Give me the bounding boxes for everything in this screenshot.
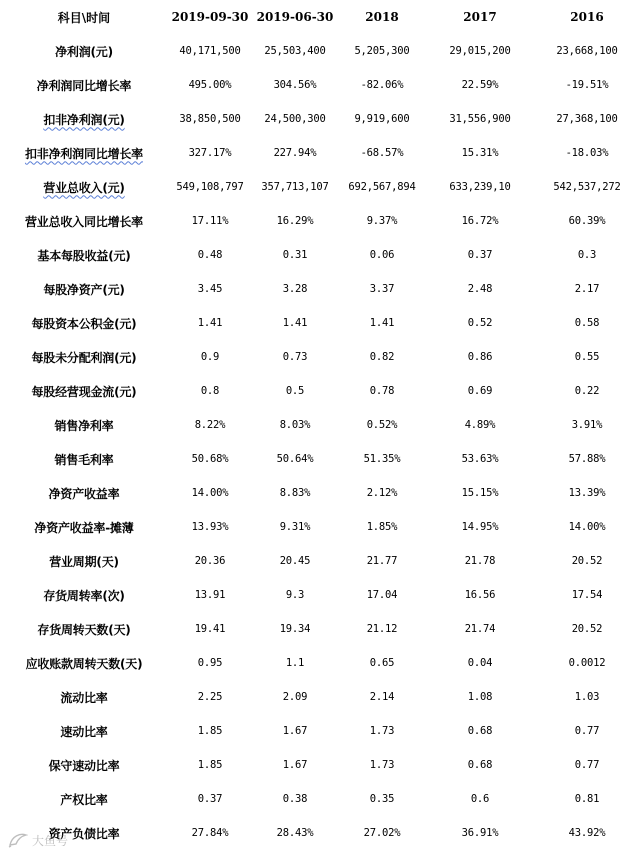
value-cell: 1.41 — [197, 317, 223, 329]
value-cell: 0.04 — [467, 657, 493, 669]
value-cell: 9.3 — [285, 589, 305, 601]
value-cell: 14.95% — [461, 521, 499, 533]
table-row — [0, 306, 640, 340]
value-cell: 3.37 — [369, 283, 395, 295]
value-cell: 1.67 — [282, 759, 308, 771]
value-cell: 4.89% — [464, 419, 496, 431]
value-cell: 0.95 — [197, 657, 223, 669]
header-period-cell: 2018 — [365, 10, 399, 24]
value-cell: 0.6 — [470, 793, 490, 805]
value-cell: 60.39% — [568, 215, 606, 227]
row-label-cell — [0, 680, 168, 714]
table-row — [0, 646, 640, 680]
row-label: 净利润同比增长率 — [36, 78, 132, 93]
value-cell: 23,668,100 — [556, 45, 618, 57]
value-cell: 36.91% — [461, 827, 499, 839]
value-cell: 38,850,500 — [179, 113, 241, 125]
value-cell: 9.37% — [366, 215, 398, 227]
value-cell: 43.92% — [568, 827, 606, 839]
value-cell: 57.88% — [568, 453, 606, 465]
row-label: 流动比率 — [60, 690, 108, 705]
value-cell: 0.3 — [577, 249, 597, 261]
value-cell: 0.0012 — [568, 657, 606, 669]
row-label: 净资产收益率 — [48, 486, 120, 501]
value-cell: 633,239,10 — [449, 181, 511, 193]
value-cell: 2.14 — [369, 691, 395, 703]
value-cell: 1.41 — [282, 317, 308, 329]
value-cell: 1.67 — [282, 725, 308, 737]
value-cell: 19.41 — [194, 623, 226, 635]
row-label: 扣非净利润(元) — [43, 112, 125, 127]
table-row — [0, 748, 640, 782]
value-cell: 1.85 — [197, 725, 223, 737]
table-row — [0, 544, 640, 578]
value-cell: 542,537,272 — [553, 181, 621, 193]
value-cell: 495.00% — [188, 79, 232, 91]
value-cell: 0.73 — [282, 351, 308, 363]
value-cell: 1.73 — [369, 725, 395, 737]
row-label-cell — [0, 578, 168, 612]
table-row — [0, 68, 640, 102]
row-label: 营业总收入同比增长率 — [24, 214, 143, 229]
value-cell: 3.91% — [571, 419, 603, 431]
value-cell: 24,500,300 — [264, 113, 326, 125]
row-label: 每股经营现金流(元) — [31, 384, 137, 399]
row-label-cell — [0, 238, 168, 272]
row-label: 产权比率 — [60, 792, 108, 807]
header-period-cell: 2017 — [463, 10, 497, 24]
table-row — [0, 612, 640, 646]
table-body — [0, 34, 640, 850]
row-label-cell — [0, 748, 168, 782]
value-cell: -19.51% — [565, 79, 609, 91]
value-cell: -82.06% — [360, 79, 404, 91]
header-period-cell: 2019-09-30 — [171, 10, 249, 24]
table-row — [0, 204, 640, 238]
table-row — [0, 374, 640, 408]
row-label-cell — [0, 136, 168, 170]
row-label: 营业周期(天) — [49, 554, 119, 569]
value-cell: 50.68% — [191, 453, 229, 465]
row-label-cell — [0, 170, 168, 204]
value-cell: -18.03% — [565, 147, 609, 159]
row-label-cell — [0, 68, 168, 102]
row-label: 每股净资产(元) — [43, 282, 125, 297]
row-label: 净利润(元) — [55, 44, 113, 59]
value-cell: 0.06 — [369, 249, 395, 261]
row-label: 销售净利率 — [54, 418, 114, 433]
row-label-cell — [0, 306, 168, 340]
value-cell: 15.15% — [461, 487, 499, 499]
value-cell: 357,713,107 — [261, 181, 329, 193]
row-label: 存货周转率(次) — [43, 588, 125, 603]
table-row — [0, 238, 640, 272]
header-label-cell: 科目\时间 — [57, 10, 111, 25]
value-cell: 2.12% — [366, 487, 398, 499]
value-cell: 21.77 — [366, 555, 398, 567]
value-cell: 16.72% — [461, 215, 499, 227]
value-cell: 16.29% — [276, 215, 314, 227]
value-cell: 0.65 — [369, 657, 395, 669]
value-cell: 9.31% — [279, 521, 311, 533]
row-label-cell — [0, 714, 168, 748]
value-cell: 27.84% — [191, 827, 229, 839]
value-cell: 50.64% — [276, 453, 314, 465]
value-cell: 327.17% — [188, 147, 232, 159]
row-label-cell — [0, 782, 168, 816]
value-cell: 2.17 — [574, 283, 600, 295]
value-cell: 0.78 — [369, 385, 395, 397]
row-label-cell — [0, 102, 168, 136]
value-cell: 0.68 — [467, 725, 493, 737]
header-period-cell: 2016 — [570, 10, 604, 24]
value-cell: 20.52 — [571, 555, 603, 567]
value-cell: 0.77 — [574, 725, 600, 737]
value-cell: 20.52 — [571, 623, 603, 635]
value-cell: 15.31% — [461, 147, 499, 159]
table-row — [0, 170, 640, 204]
value-cell: 1.85 — [197, 759, 223, 771]
value-cell: 1.85% — [366, 521, 398, 533]
value-cell: 1.73 — [369, 759, 395, 771]
value-cell: 27,368,100 — [556, 113, 618, 125]
value-cell: 53.63% — [461, 453, 499, 465]
value-cell: 13.93% — [191, 521, 229, 533]
table-row — [0, 816, 640, 850]
value-cell: 0.58 — [574, 317, 600, 329]
header-period-cell: 2019-06-30 — [256, 10, 334, 24]
value-cell: -68.57% — [360, 147, 404, 159]
row-label: 应收账款周转天数(天) — [25, 656, 143, 671]
value-cell: 1.41 — [369, 317, 395, 329]
watermark — [8, 830, 68, 850]
row-label-cell — [0, 408, 168, 442]
value-cell: 0.68 — [467, 759, 493, 771]
value-cell: 27.02% — [363, 827, 401, 839]
table-row — [0, 408, 640, 442]
value-cell: 0.37 — [197, 793, 223, 805]
row-label-cell — [0, 204, 168, 238]
value-cell: 2.09 — [282, 691, 308, 703]
value-cell: 1.1 — [285, 657, 305, 669]
value-cell: 14.00% — [568, 521, 606, 533]
value-cell: 19.34 — [279, 623, 311, 635]
value-cell: 0.37 — [467, 249, 493, 261]
value-cell: 1.08 — [467, 691, 493, 703]
row-label: 保守速动比率 — [48, 758, 120, 773]
value-cell: 8.03% — [279, 419, 311, 431]
header-row — [0, 0, 640, 34]
value-cell: 3.45 — [197, 283, 223, 295]
value-cell: 0.82 — [369, 351, 395, 363]
value-cell: 0.69 — [467, 385, 493, 397]
row-label-cell — [0, 442, 168, 476]
value-cell: 0.52% — [366, 419, 398, 431]
table-row — [0, 272, 640, 306]
value-cell: 28.43% — [276, 827, 314, 839]
value-cell: 0.38 — [282, 793, 308, 805]
value-cell: 40,171,500 — [179, 45, 241, 57]
table-row — [0, 510, 640, 544]
value-cell: 0.5 — [285, 385, 305, 397]
row-label: 销售毛利率 — [54, 452, 114, 467]
value-cell: 13.39% — [568, 487, 606, 499]
row-label: 净资产收益率-摊薄 — [34, 520, 134, 535]
row-label-cell — [0, 340, 168, 374]
row-label: 基本每股收益(元) — [37, 248, 131, 263]
row-label-cell — [0, 34, 168, 68]
value-cell: 0.9 — [200, 351, 220, 363]
value-cell: 0.77 — [574, 759, 600, 771]
value-cell: 25,503,400 — [264, 45, 326, 57]
value-cell: 0.52 — [467, 317, 493, 329]
value-cell: 304.56% — [273, 79, 317, 91]
value-cell: 20.45 — [279, 555, 311, 567]
row-label-cell — [0, 646, 168, 680]
fish-logo-icon — [8, 832, 28, 848]
value-cell: 8.83% — [279, 487, 311, 499]
value-cell: 0.55 — [574, 351, 600, 363]
row-label-cell — [0, 612, 168, 646]
table-row — [0, 136, 640, 170]
value-cell: 0.48 — [197, 249, 223, 261]
table-row — [0, 782, 640, 816]
value-cell: 227.94% — [273, 147, 317, 159]
row-label: 资产负债比率 — [48, 826, 120, 841]
table-header — [0, 0, 640, 34]
value-cell: 0.31 — [282, 249, 308, 261]
value-cell: 20.36 — [194, 555, 226, 567]
value-cell: 692,567,894 — [348, 181, 416, 193]
row-label-cell — [0, 374, 168, 408]
table-row — [0, 340, 640, 374]
table-row — [0, 102, 640, 136]
value-cell: 8.22% — [194, 419, 226, 431]
table-row — [0, 34, 640, 68]
table-row — [0, 680, 640, 714]
value-cell: 29,015,200 — [449, 45, 511, 57]
value-cell: 31,556,900 — [449, 113, 511, 125]
watermark-text: 大鱼号 — [32, 833, 69, 848]
row-label-cell — [0, 544, 168, 578]
value-cell: 0.35 — [369, 793, 395, 805]
value-cell: 17.04 — [366, 589, 398, 601]
row-label: 存货周转天数(天) — [37, 622, 131, 637]
table-row — [0, 442, 640, 476]
row-label-cell — [0, 476, 168, 510]
value-cell: 5,205,300 — [354, 45, 410, 57]
value-cell: 21.78 — [464, 555, 496, 567]
value-cell: 0.8 — [200, 385, 220, 397]
value-cell: 0.81 — [574, 793, 600, 805]
row-label: 营业总收入(元) — [43, 180, 125, 195]
value-cell: 9,919,600 — [354, 113, 410, 125]
value-cell: 3.28 — [282, 283, 308, 295]
table-row — [0, 714, 640, 748]
row-label-cell — [0, 510, 168, 544]
value-cell: 2.48 — [467, 283, 493, 295]
value-cell: 21.12 — [366, 623, 398, 635]
value-cell: 549,108,797 — [176, 181, 244, 193]
row-label: 扣非净利润同比增长率 — [24, 146, 143, 161]
value-cell: 22.59% — [461, 79, 499, 91]
value-cell: 14.00% — [191, 487, 229, 499]
row-label: 每股资本公积金(元) — [31, 316, 137, 331]
value-cell: 0.86 — [467, 351, 493, 363]
value-cell: 17.54 — [571, 589, 603, 601]
value-cell: 16.56 — [464, 589, 496, 601]
value-cell: 17.11% — [191, 215, 229, 227]
value-cell: 21.74 — [464, 623, 496, 635]
value-cell: 1.03 — [574, 691, 600, 703]
table-row — [0, 476, 640, 510]
row-label: 速动比率 — [60, 724, 108, 739]
value-cell: 51.35% — [363, 453, 401, 465]
row-label: 每股未分配利润(元) — [31, 350, 137, 365]
table-row — [0, 578, 640, 612]
value-cell: 13.91 — [194, 589, 226, 601]
row-label-cell — [0, 272, 168, 306]
value-cell: 2.25 — [197, 691, 223, 703]
value-cell: 0.22 — [574, 385, 600, 397]
